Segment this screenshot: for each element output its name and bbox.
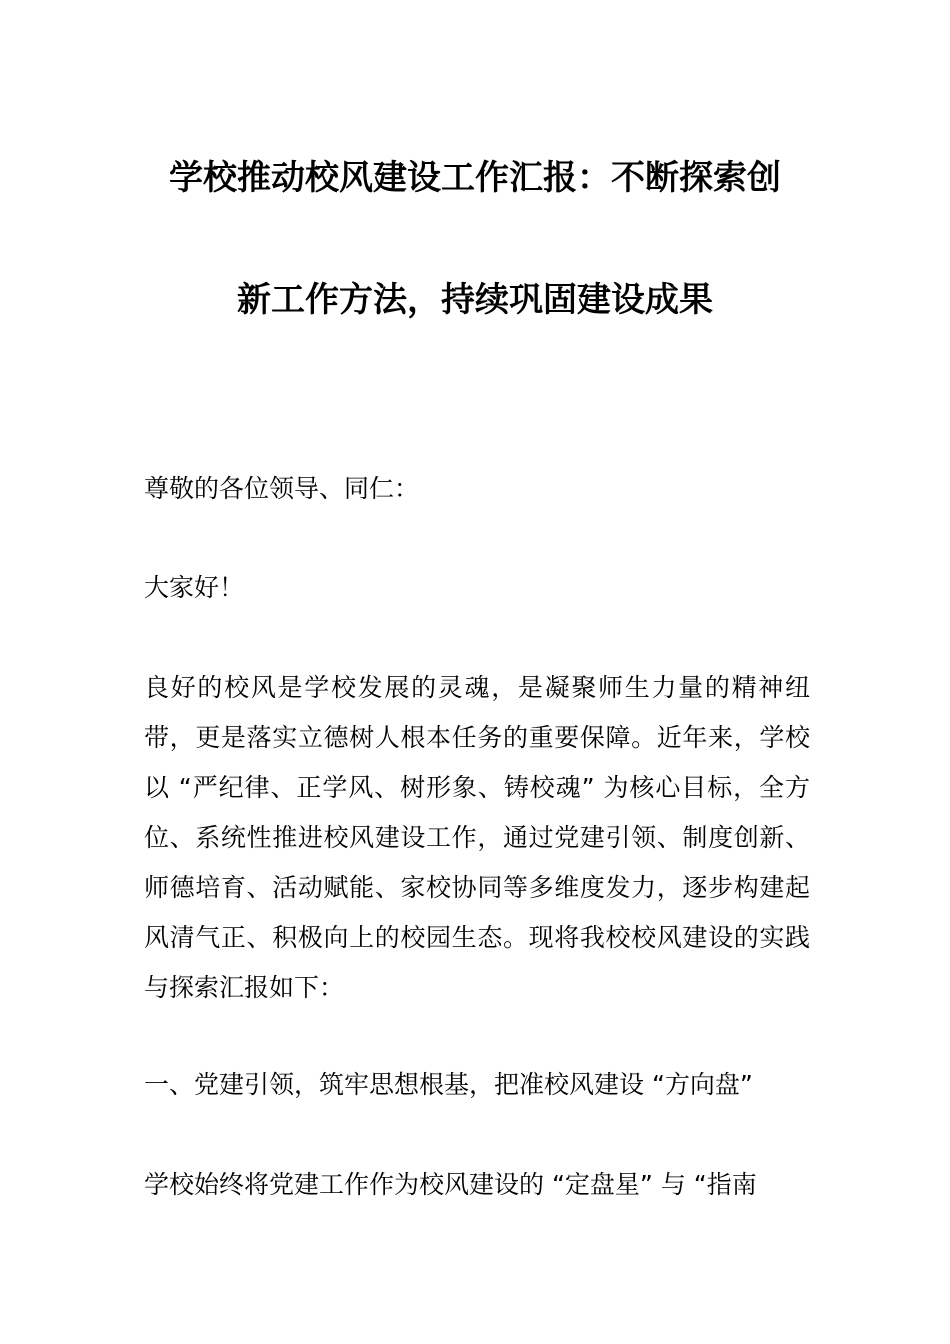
document-title-line-2: 新工作方法，持续巩固建设成果 <box>237 280 713 320</box>
section-1-heading: 一、党建引领，筑牢思想根基，把准校风建设 “方向盘” <box>144 1070 753 1099</box>
greeting-text: 尊敬的各位领导、同仁： <box>144 474 420 503</box>
section-1-body: 学校始终将党建工作作为校风建设的 “定盘星” 与 “指南 <box>144 1170 757 1199</box>
document-title-line-1: 学校推动校风建设工作汇报：不断探索创 <box>169 158 781 198</box>
intro-paragraph: 良好的校风是学校发展的灵魂，是凝聚师生力量的精神纽带，更是落实立德树人根本任务的重要保障。近年来，学校以 “严纪律、正学风、树形象、铸校魂” 为核心目标，全方位、系统性推进校风建设工作，通过党建引领、制度创新、师德培育、活动赋能、家校协同等多维度发力，逐步构建起风清气正、积极向上的校园生态。现将我校校风建设的实践与探索汇报如下： <box>144 673 810 1002</box>
hello-text: 大家好！ <box>144 573 245 602</box>
